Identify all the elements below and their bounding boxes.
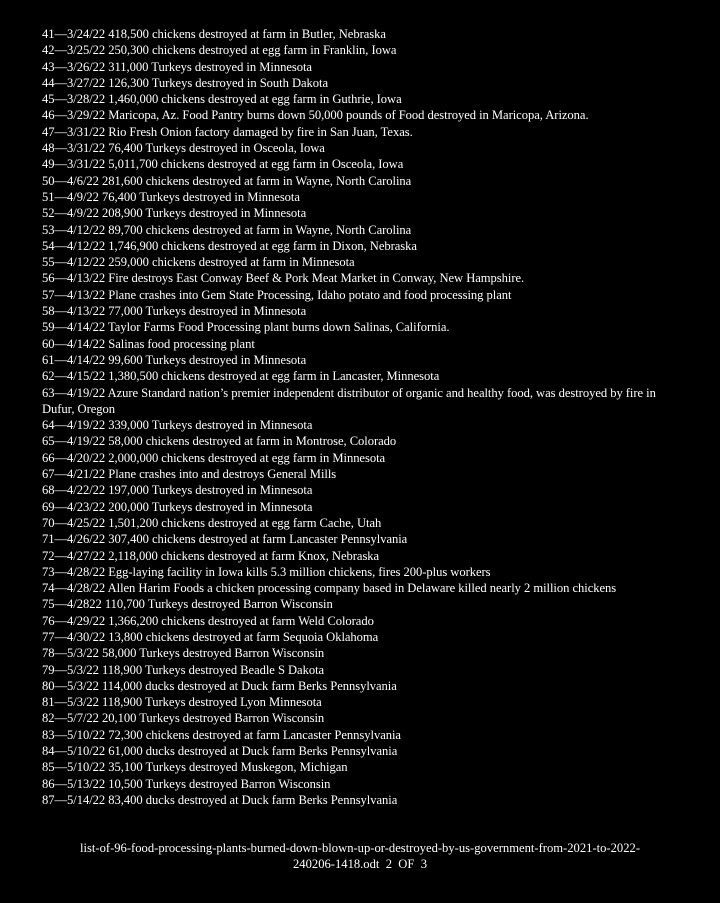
list-item: 62—4/15/22 1,380,500 chickens destroyed at egg farm in Lancaster, Minnesota [42, 369, 440, 384]
list-item: 60—4/14/22 Salinas food processing plant [42, 336, 255, 351]
list-item: 61—4/14/22 99,600 Turkeys destroyed in Minnesota [42, 352, 307, 367]
list-item: 79—5/3/22 118,900 Turkeys destroyed Beadle S Dakota [42, 662, 325, 677]
list-item: 47—3/31/22 Rio Fresh Onion factory damaged by fire in San Juan, Texas. [42, 124, 413, 139]
list-item: 71—4/26/22 307,400 chickens destroyed at farm Lancaster Pennsylvania [42, 532, 408, 547]
list-item: 81—5/3/22 118,900 Turkeys destroyed Lyon Minnesota [42, 695, 322, 710]
page-footer [30, 840, 690, 873]
list-item: 46—3/29/22 Maricopa, Az. Food Pantry burns down 50,000 pounds of Food destroyed in Maricopa, Arizona. [42, 108, 589, 123]
list-item: 45—3/28/22 1,460,000 chickens destroyed at egg farm in Guthrie, Iowa [42, 92, 402, 107]
list-item: 53—4/12/22 89,700 chickens destroyed at farm in Wayne, North Carolina [42, 222, 412, 237]
list-item: 52—4/9/22 208,900 Turkeys destroyed in Minnesota [42, 206, 307, 221]
list-item: 83—5/10/22 72,300 chickens destroyed at farm Lancaster Pennsylvania [42, 727, 401, 742]
incident-list [42, 26, 678, 808]
list-item: 70—4/25/22 1,501,200 chickens destroyed at egg farm Cache, Utah [42, 515, 382, 530]
list-item: 73—4/28/22 Egg-laying facility in Iowa kills 5.3 million chickens, fires 200-plus workers [42, 564, 491, 579]
list-item: 51—4/9/22 76,400 Turkeys destroyed in Minnesota [42, 189, 300, 204]
list-item: 67—4/21/22 Plane crashes into and destroys General Mills [42, 467, 337, 482]
list-item: 78—5/3/22 58,000 Turkeys destroyed Barron Wisconsin [42, 646, 325, 661]
list-item: 80—5/3/22 114,000 ducks destroyed at Duck farm Berks Pennsylvania [42, 678, 397, 693]
list-item: 41—3/24/22 418,500 chickens destroyed at farm in Butler, Nebraska [42, 27, 386, 41]
list-item: 72—4/27/22 2,118,000 chickens destroyed at farm Knox, Nebraska [42, 548, 380, 563]
list-item: 66—4/20/22 2,000,000 chickens destroyed at egg farm in Minnesota [42, 450, 386, 465]
list-item: 82—5/7/22 20,100 Turkeys destroyed Barron Wisconsin [42, 711, 325, 726]
list-item: 59—4/14/22 Taylor Farms Food Processing plant burns down Salinas, California. [42, 320, 450, 335]
list-item: 76—4/29/22 1,366,200 chickens destroyed at farm Weld Colorado [42, 613, 374, 628]
list-item: 58—4/13/22 77,000 Turkeys destroyed in Minnesota [42, 304, 307, 319]
list-item: 49—3/31/22 5,011,700 chickens destroyed at egg farm in Osceola, Iowa [42, 157, 404, 172]
footer-filename: list-of-96-food-processing-plants-burned-down-blown-up-or-destroyed-by-us-government-from-2021-to-2022- [79, 841, 641, 855]
list-item: 84—5/10/22 61,000 ducks destroyed at Duck farm Berks Pennsylvania [42, 744, 398, 759]
list-item: 44—3/27/22 126,300 Turkeys destroyed in South Dakota [42, 75, 329, 90]
list-item: 54—4/12/22 1,746,900 chickens destroyed at egg farm in Dixon, Nebraska [42, 238, 417, 253]
list-item: 48—3/31/22 76,400 Turkeys destroyed in Osceola, Iowa [42, 141, 325, 156]
list-item: 69—4/23/22 200,000 Turkeys destroyed in Minnesota [42, 499, 313, 514]
list-item: 86—5/13/22 10,500 Turkeys destroyed Barron Wisconsin [42, 776, 331, 791]
list-item: 57—4/13/22 Plane crashes into Gem State Processing, Idaho potato and food processing plant [42, 287, 512, 302]
list-item: 77—4/30/22 13,800 chickens destroyed at farm Sequoia Oklahoma [42, 629, 379, 644]
list-item: 87—5/14/22 83,400 ducks destroyed at Duck farm Berks Pennsylvania [42, 792, 398, 807]
list-item: 85—5/10/22 35,100 Turkeys destroyed Muskegon, Michigan [42, 760, 348, 775]
list-item: 43—3/26/22 311,000 Turkeys destroyed in Minnesota [42, 59, 312, 74]
list-item: 56—4/13/22 Fire destroys East Conway Beef & Pork Meat Market in Conway, New Hampshire. [42, 271, 525, 286]
list-item: 74—4/28/22 Allen Harim Foods a chicken processing company based in Delaware killed nearly 2 million chickens [42, 581, 617, 596]
list-item: 63—4/19/22 Azure Standard nation’s premier independent distributor of organic and healthy food, was destroyed by fire in Dufur, Oregon [42, 385, 656, 416]
footer-page-number: 240206-1418.odt 2 OF 3 [293, 857, 427, 872]
list-item: 65—4/19/22 58,000 chickens destroyed at farm in Montrose, Colorado [42, 434, 397, 449]
list-item: 50—4/6/22 281,600 chickens destroyed at farm in Wayne, North Carolina [42, 173, 412, 188]
list-item: 64—4/19/22 339,000 Turkeys destroyed in Minnesota [42, 418, 313, 433]
list-item: 68—4/22/22 197,000 Turkeys destroyed in Minnesota [42, 483, 313, 498]
list-item: 55—4/12/22 259,000 chickens destroyed at farm in Minnesota [42, 255, 355, 270]
list-item: 75—4/2822 110,700 Turkeys destroyed Barron Wisconsin [42, 597, 333, 612]
list-item: 42—3/25/22 250,300 chickens destroyed at egg farm in Franklin, Iowa [42, 43, 397, 58]
